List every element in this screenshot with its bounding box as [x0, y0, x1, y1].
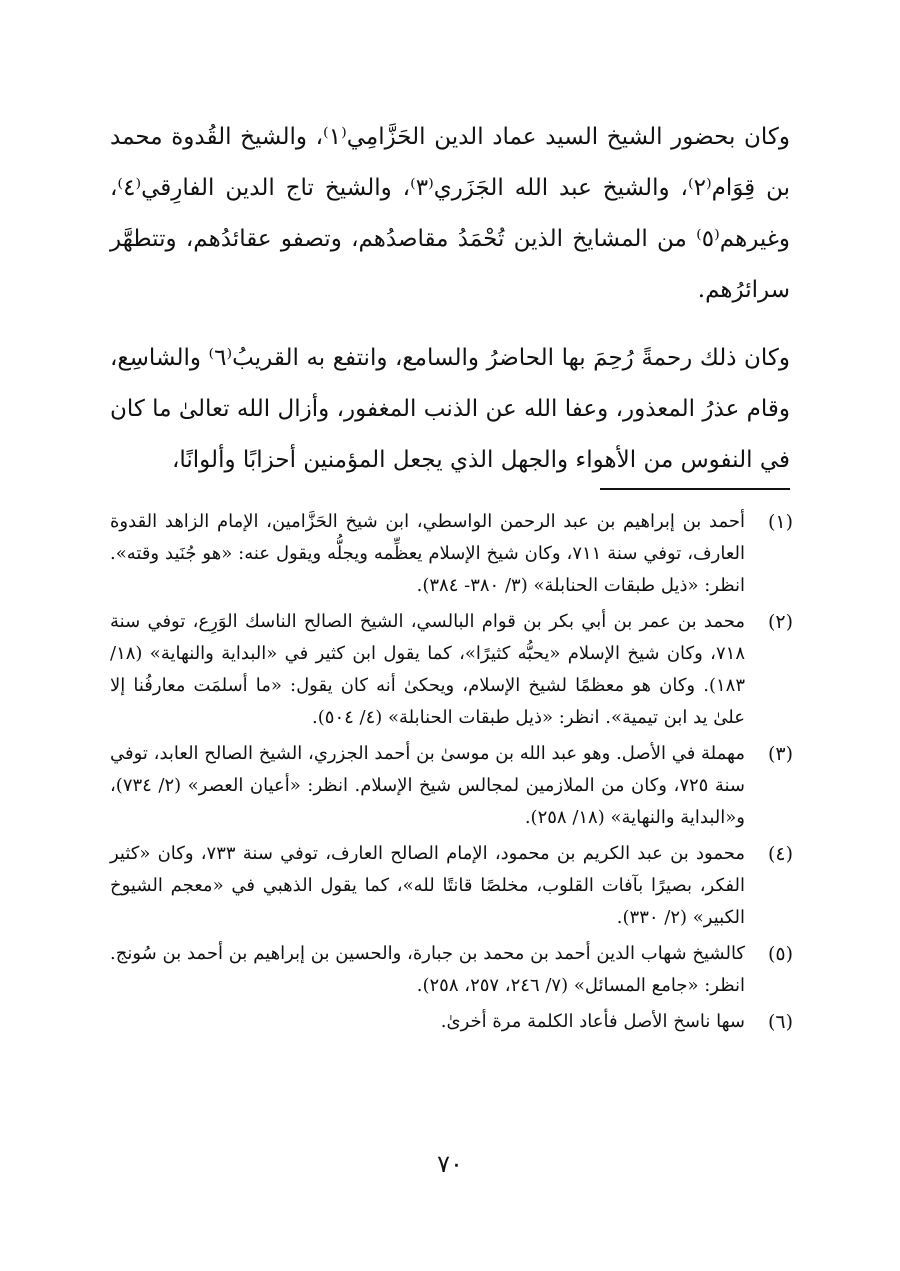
- footnote-number: (٢): [767, 611, 793, 633]
- footnote: [110, 506, 793, 602]
- footnote: [110, 938, 793, 1002]
- footnote-text: كالشيخ شهاب الدين أحمد بن محمد بن جبارة، والحسين بن إبراهيم بن أحمد بن سُونج. انظر: «جامع المسائل» (٧/ ٢٤٦، ٢٥٧، ٢٥٨).: [110, 943, 745, 996]
- main-text: [110, 112, 790, 486]
- footnote-text: مهملة في الأصل. وهو عبد الله بن موسىٰ بن أحمد الجزري، الشيخ الصالح العابد، توفي سنة ٧٢٥، وكان من الملازمين لمجالس شيخ الإسلام. انظر: «أعيان العصر» (٢/ ٧٣٤)، و«البداية والنهاية» (١٨/ ٢٥٨).: [110, 743, 745, 828]
- footnote: [110, 738, 793, 834]
- footnote-number: (٣): [767, 743, 793, 765]
- footnote-text: أحمد بن إبراهيم بن عبد الرحمن الواسطي، ابن شيخ الحَزَّامين، الإمام الزاهد القدوة العارف، توفي سنة ٧١١، وكان شيخ الإسلام يعظِّمه ويجلُّه ويقول عنه: «هو جُنَيد وقته». انظر: «ذيل طبقات الحنابلة» (٣/ ٣٨٠- ٣٨٤).: [110, 511, 746, 596]
- main-paragraph: وكان ذلك رحمةً رُحِمَ بها الحاضرُ والسامع، وانتفع به القريبُ⁽٦⁾ والشاسِع، وقام عذرُ المعذور، وعفا الله عن الذنب المغفور، وأزال الله تعالىٰ ما كان في النفوس من الأهواء والجهل الذي يجعل المؤمنين أحزابًا وألوانًا،: [110, 345, 790, 473]
- footnote-number: (٥): [767, 943, 793, 965]
- footnotes: [110, 506, 793, 1042]
- footnote-number: (١): [767, 511, 793, 533]
- footnote: [110, 606, 793, 734]
- footnote-separator: [600, 488, 790, 490]
- main-paragraph: وكان بحضور الشيخ السيد عماد الدين الحَزَّامِي⁽١⁾، والشيخ القُدوة محمد بن قِوَام⁽٢⁾، والشيخ عبد الله الجَزَري⁽٣⁾، والشيخ تاج الدين الفارِقي⁽٤⁾، وغيرهم⁽٥⁾ من المشايخ الذين تُحْمَدُ مقاصدُهم، وتصفو عقائدُهم، وتتطهَّر سرائرُهم.: [110, 124, 790, 303]
- footnote-text: محمد بن عمر بن أبي بكر بن قوام البالسي، الشيخ الصالح الناسك الوَرِع، توفي سنة ٧١٨، وكان شيخ الإسلام «يحبُّه كثيرًا»، كما يقول ابن كثير في «البداية والنهاية» (١٨/ ١٨٣). وكان هو معظمًا لشيخ الإسلام، ويحكىٰ أنه كان يقول: «ما أسلمَت معارفُنا إلا علىٰ يد ابن تيمية». انظر: «ذيل طبقات الحنابلة» (٤/ ٥٠٤).: [110, 611, 745, 728]
- footnote: [110, 1006, 793, 1038]
- footnote: [110, 838, 793, 934]
- page-number: ٧٠: [437, 1150, 463, 1178]
- footnote-number: (٤): [767, 843, 793, 865]
- footnote-number: (٦): [767, 1011, 793, 1033]
- footnote-text: محمود بن عبد الكريم بن محمود، الإمام الصالح العارف، توفي سنة ٧٣٣، وكان «كثير الفكر، بصيرًا بآفات القلوب، مخلصًا قانتًا لله»، كما يقول الذهبي في «معجم الشيوخ الكبير» (٢/ ٣٣٠).: [110, 843, 745, 928]
- footnote-text: سها ناسخ الأصل فأعاد الكلمة مرة أخرىٰ.: [440, 1011, 745, 1032]
